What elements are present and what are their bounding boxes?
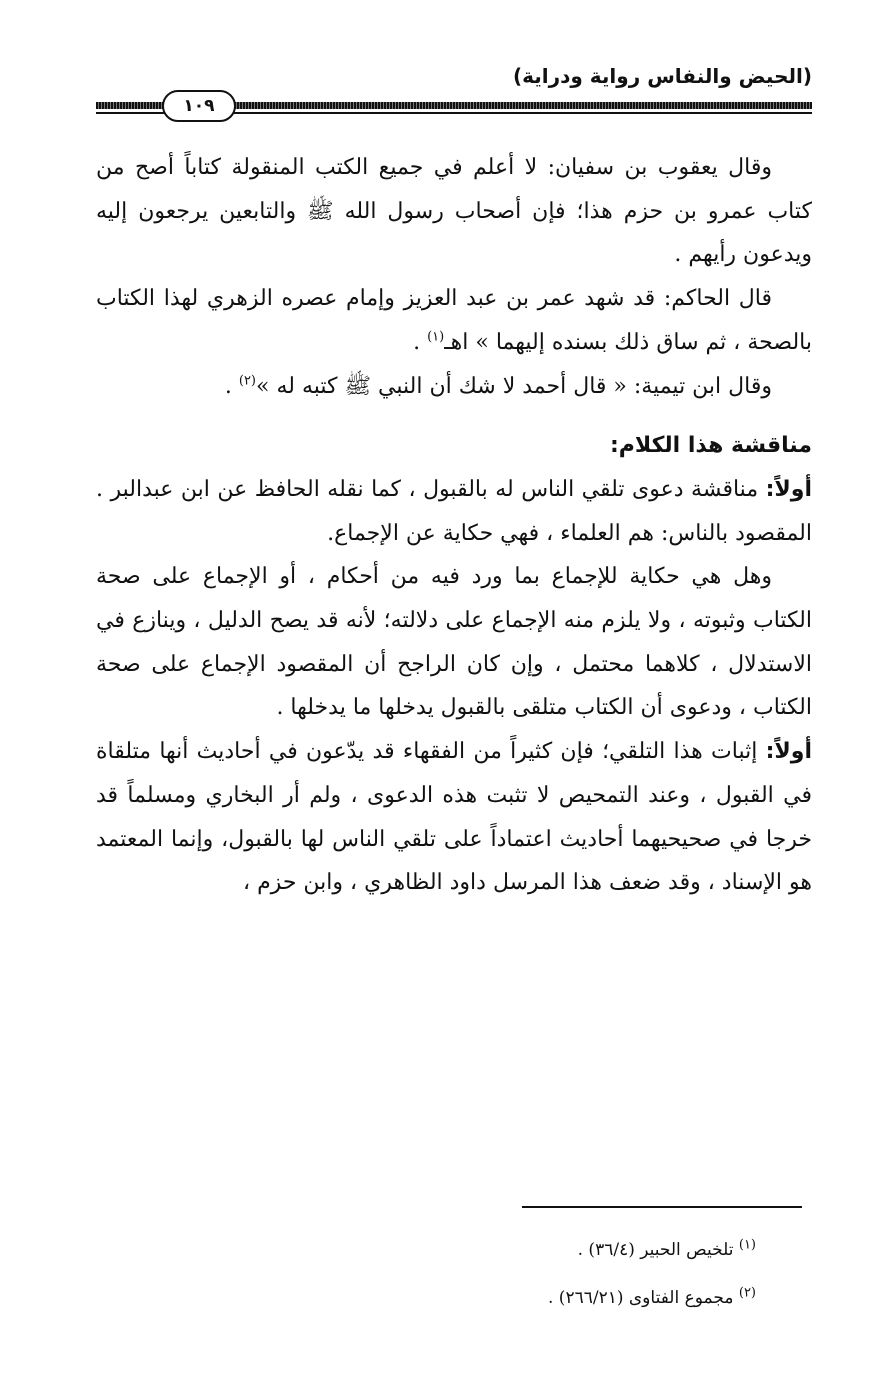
- paragraph-6: [96, 730, 812, 905]
- footnote-2-number: (٢): [738, 1285, 756, 1301]
- paragraph-3-end: .: [224, 373, 239, 399]
- section-heading: مناقشة هذا الكلام:: [609, 433, 812, 459]
- footnote-1-number: (١): [738, 1237, 756, 1253]
- footnote-1-text: تلخيص الحبير (٣٦/٤) .: [577, 1240, 739, 1260]
- paragraph-6-text: إثبات هذا التلقي؛ فإن كثيراً من الفقهاء قد يدّعون في أحاديث أنها متلقاة في القبول ، وعند التمحيص لا تثبت هذه الدعوى ، ولم أر البخاري ومسلماً قد خرجا في صحيحيهما أحاديث اعتماداً على تلقي الناس لها بالقبول، وإنما المعتمد هو الإسناد ، وقد ضعف هذا المرسل داود الظاهري ، وابن حزم ،: [96, 739, 812, 896]
- paragraph-5: وهل هي حكاية للإجماع بما ورد فيه من أحكام ، أو الإجماع على صحة الكتاب وثبوته ، ولا يلزم منه الإجماع على دلالته؛ لأنه قد يصح الدليل ، وينازع في الاستدلال ، كلاهما محتمل ، وإن كان الراجح أن المقصود الإجماع على صحة الكتاب ، ودعوى أن الكتاب متلقى بالقبول يدخلها ما يدخلها .: [96, 564, 812, 721]
- paragraph-1: وقال يعقوب بن سفيان: لا أعلم في جميع الكتب المنقولة كتاباً أصح من كتاب عمرو بن حزم هذا؛ فإن أصحاب رسول الله ﷺ والتابعين يرجعون إليه ويدعون رأيهم .: [96, 155, 812, 268]
- paragraph-3-text: وقال ابن تيمية: « قال أحمد لا شك أن النبي ﷺ كتبه له »: [256, 373, 772, 399]
- page-header: [96, 62, 812, 122]
- footnote-1: [96, 1226, 756, 1274]
- paragraph-2-end: .: [413, 329, 428, 355]
- footnote-2-text: مجموع الفتاوى (٢٦٦/٢١) .: [548, 1288, 739, 1308]
- footnote-2: [96, 1274, 756, 1322]
- footnote-ref-1: (١): [427, 329, 445, 345]
- paragraph-2-text: قال الحاكم: قد شهد عمر بن عبد العزيز وإمام عصره الزهري لهذا الكتاب بالصحة ، ثم ساق ذلك بسنده إليهما » اهـ: [96, 286, 812, 355]
- main-text: [96, 146, 812, 905]
- footnotes: [96, 1226, 756, 1322]
- running-title: (الحيض والنفاس رواية ودراية): [512, 64, 812, 88]
- paragraph-4: [96, 468, 812, 555]
- footnote-ref-2: (٢): [238, 373, 256, 389]
- paragraph-3: [96, 365, 812, 409]
- paragraph-4-lead: أولاً:: [765, 476, 812, 502]
- footnote-separator: [522, 1206, 802, 1208]
- paragraph-6-lead: أولاً:: [765, 739, 812, 765]
- page-number: ١٠٩: [162, 90, 236, 122]
- paragraph-2: [96, 277, 812, 364]
- paragraph-4-text: مناقشة دعوى تلقي الناس له بالقبول ، كما نقله الحافظ عن ابن عبدالبر . المقصود بالناس: هم العلماء ، فهي حكاية عن الإجماع.: [96, 476, 812, 546]
